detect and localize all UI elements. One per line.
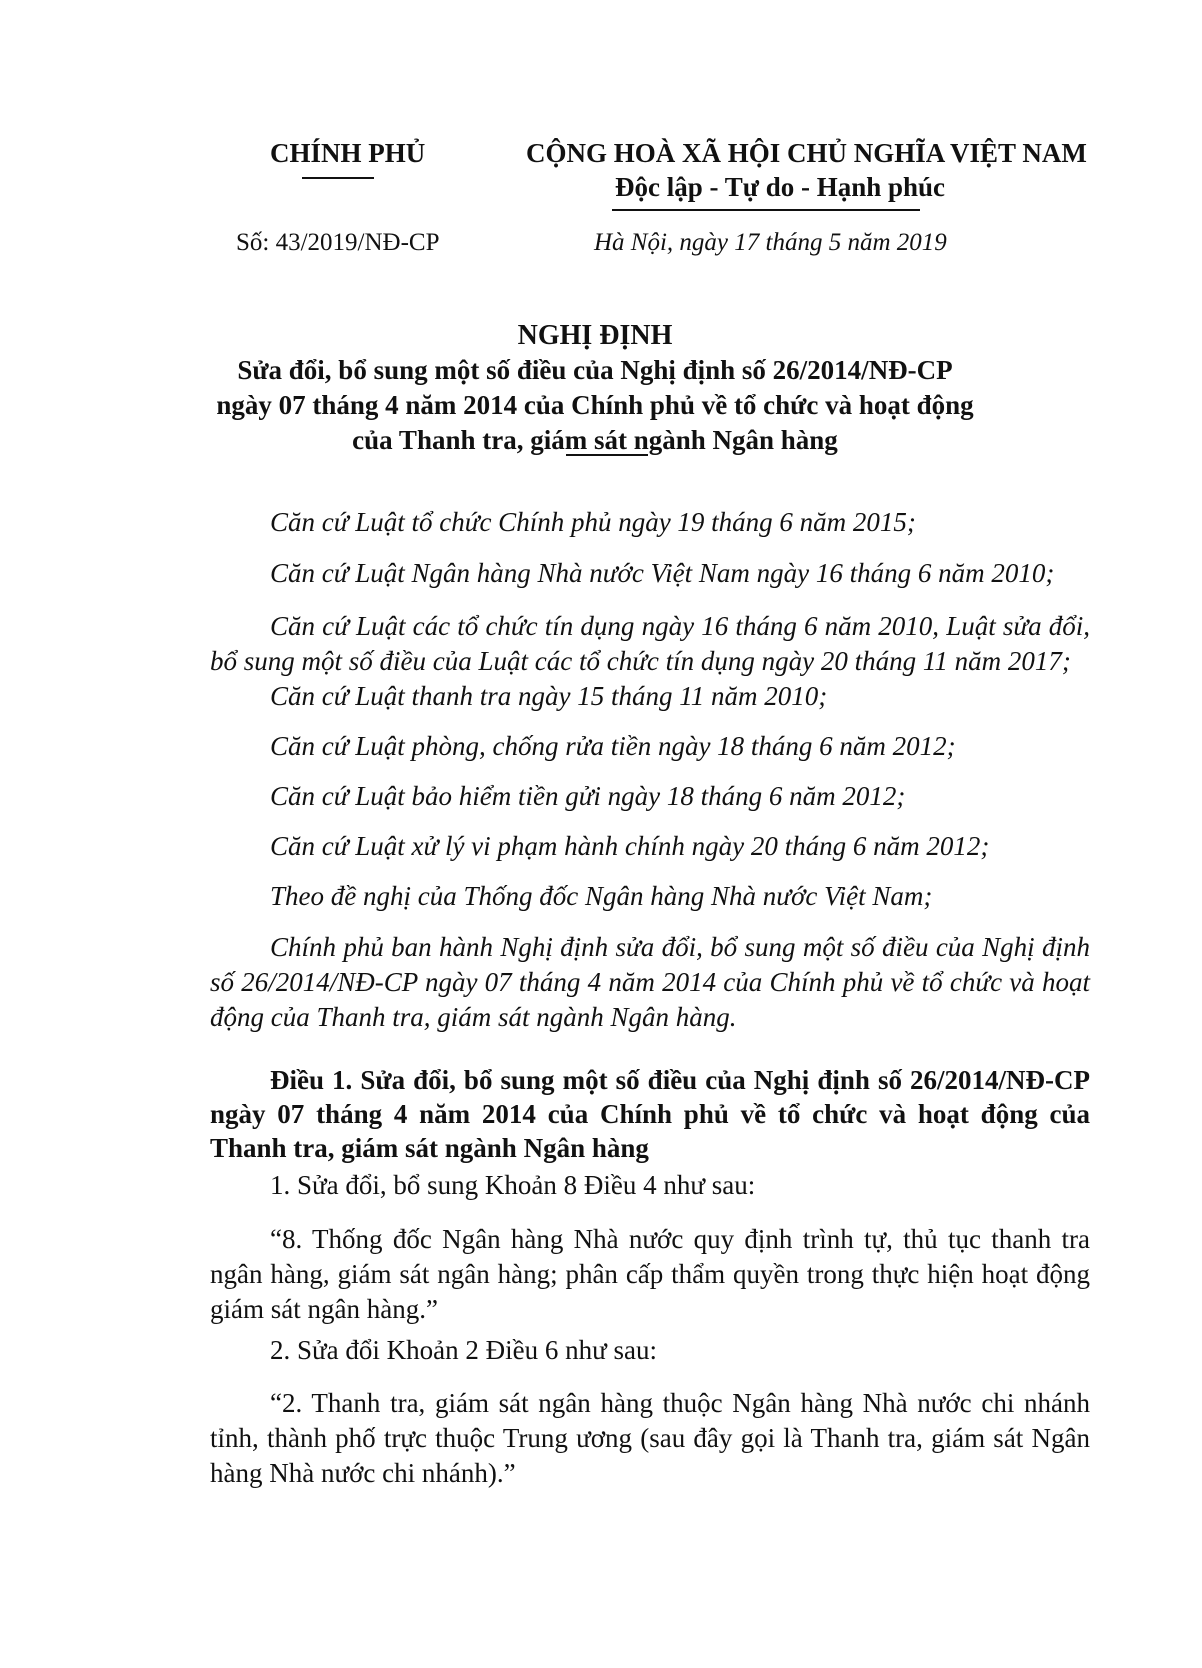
article-1-quote-2: “2. Thanh tra, giám sát ngân hàng thuộc Ngân hàng Nhà nước chi nhánh tỉnh, thành phố trực thuộc Trung ương (sau đây gọi là Thanh tra, giám sát Ngân hàng Nhà nước chi nhánh).”: [210, 1388, 1090, 1488]
article-1-item-1: 1. Sửa đổi, bổ sung Khoản 8 Điều 4 như sau:: [270, 1170, 756, 1200]
article-1-quote-1: “8. Thống đốc Ngân hàng Nhà nước quy định trình tự, thủ tục thanh tra ngân hàng, giám sát ngân hàng; phân cấp thẩm quyền trong thực hiện hoạt động giám sát ngân hàng.”: [210, 1224, 1090, 1324]
title-underline: [566, 454, 648, 456]
basis-anti-money-laundering-law: Căn cứ Luật phòng, chống rửa tiền ngày 18 tháng 6 năm 2012;: [270, 731, 956, 761]
basis-credit-institutions-law: Căn cứ Luật các tổ chức tín dụng ngày 16 tháng 6 năm 2010, Luật sửa đổi, bổ sung một số điều của Luật các tổ chức tín dụng ngày 20 tháng 11 năm 2017;: [210, 611, 1090, 676]
issuer-underline: [302, 177, 374, 179]
issuer-name: CHÍNH PHỦ: [270, 138, 426, 168]
subtitle-line-1: Sửa đổi, bổ sung một số điều của Nghị định số 26/2014/NĐ-CP: [237, 355, 953, 385]
basis-administrative-violations-law: Căn cứ Luật xử lý vi phạm hành chính ngày 20 tháng 6 năm 2012;: [270, 831, 990, 861]
basis-deposit-insurance-law: Căn cứ Luật bảo hiểm tiền gửi ngày 18 tháng 6 năm 2012;: [270, 781, 906, 811]
basis-government-law: Căn cứ Luật tổ chức Chính phủ ngày 19 tháng 6 năm 2015;: [270, 507, 916, 537]
nation-name: CỘNG HOÀ XÃ HỘI CHỦ NGHĨA VIỆT NAM: [526, 138, 1087, 168]
basis-state-bank-law: Căn cứ Luật Ngân hàng Nhà nước Việt Nam ngày 16 tháng 6 năm 2010;: [270, 558, 1055, 588]
basis-governor-proposal: Theo đề nghị của Thống đốc Ngân hàng Nhà nước Việt Nam;: [270, 881, 933, 911]
document-title: [130, 318, 1060, 458]
document-number: Số: 43/2019/NĐ-CP: [236, 229, 440, 256]
subtitle-line-3: của Thanh tra, giám sát ngành Ngân hàng: [352, 425, 838, 455]
basis-promulgation: Chính phủ ban hành Nghị định sửa đổi, bổ sung một số điều của Nghị định số 26/2014/NĐ-CP ngày 07 tháng 4 năm 2014 của Chính phủ về tổ chức và hoạt động của Thanh tra, giám sát ngành Ngân hàng.: [210, 932, 1090, 1032]
basis-inspection-law: Căn cứ Luật thanh tra ngày 15 tháng 11 năm 2010;: [270, 681, 828, 711]
document-type: NGHỊ ĐỊNH: [517, 320, 673, 351]
article-1-item-2: 2. Sửa đổi Khoản 2 Điều 6 như sau:: [270, 1335, 657, 1365]
article-1-heading: Điều 1. Sửa đổi, bổ sung một số điều của Nghị định số 26/2014/NĐ-CP ngày 07 tháng 4 năm 2014 của Chính phủ về tổ chức và hoạt động của Thanh tra, giám sát ngành Ngân hàng: [210, 1065, 1090, 1163]
subtitle-line-2: ngày 07 tháng 4 năm 2014 của Chính phủ về tổ chức và hoạt động: [216, 390, 974, 420]
motto-underline: [612, 209, 920, 211]
place-and-date: Hà Nội, ngày 17 tháng 5 năm 2019: [594, 229, 947, 256]
national-motto: Độc lập - Tự do - Hạnh phúc: [615, 172, 946, 202]
